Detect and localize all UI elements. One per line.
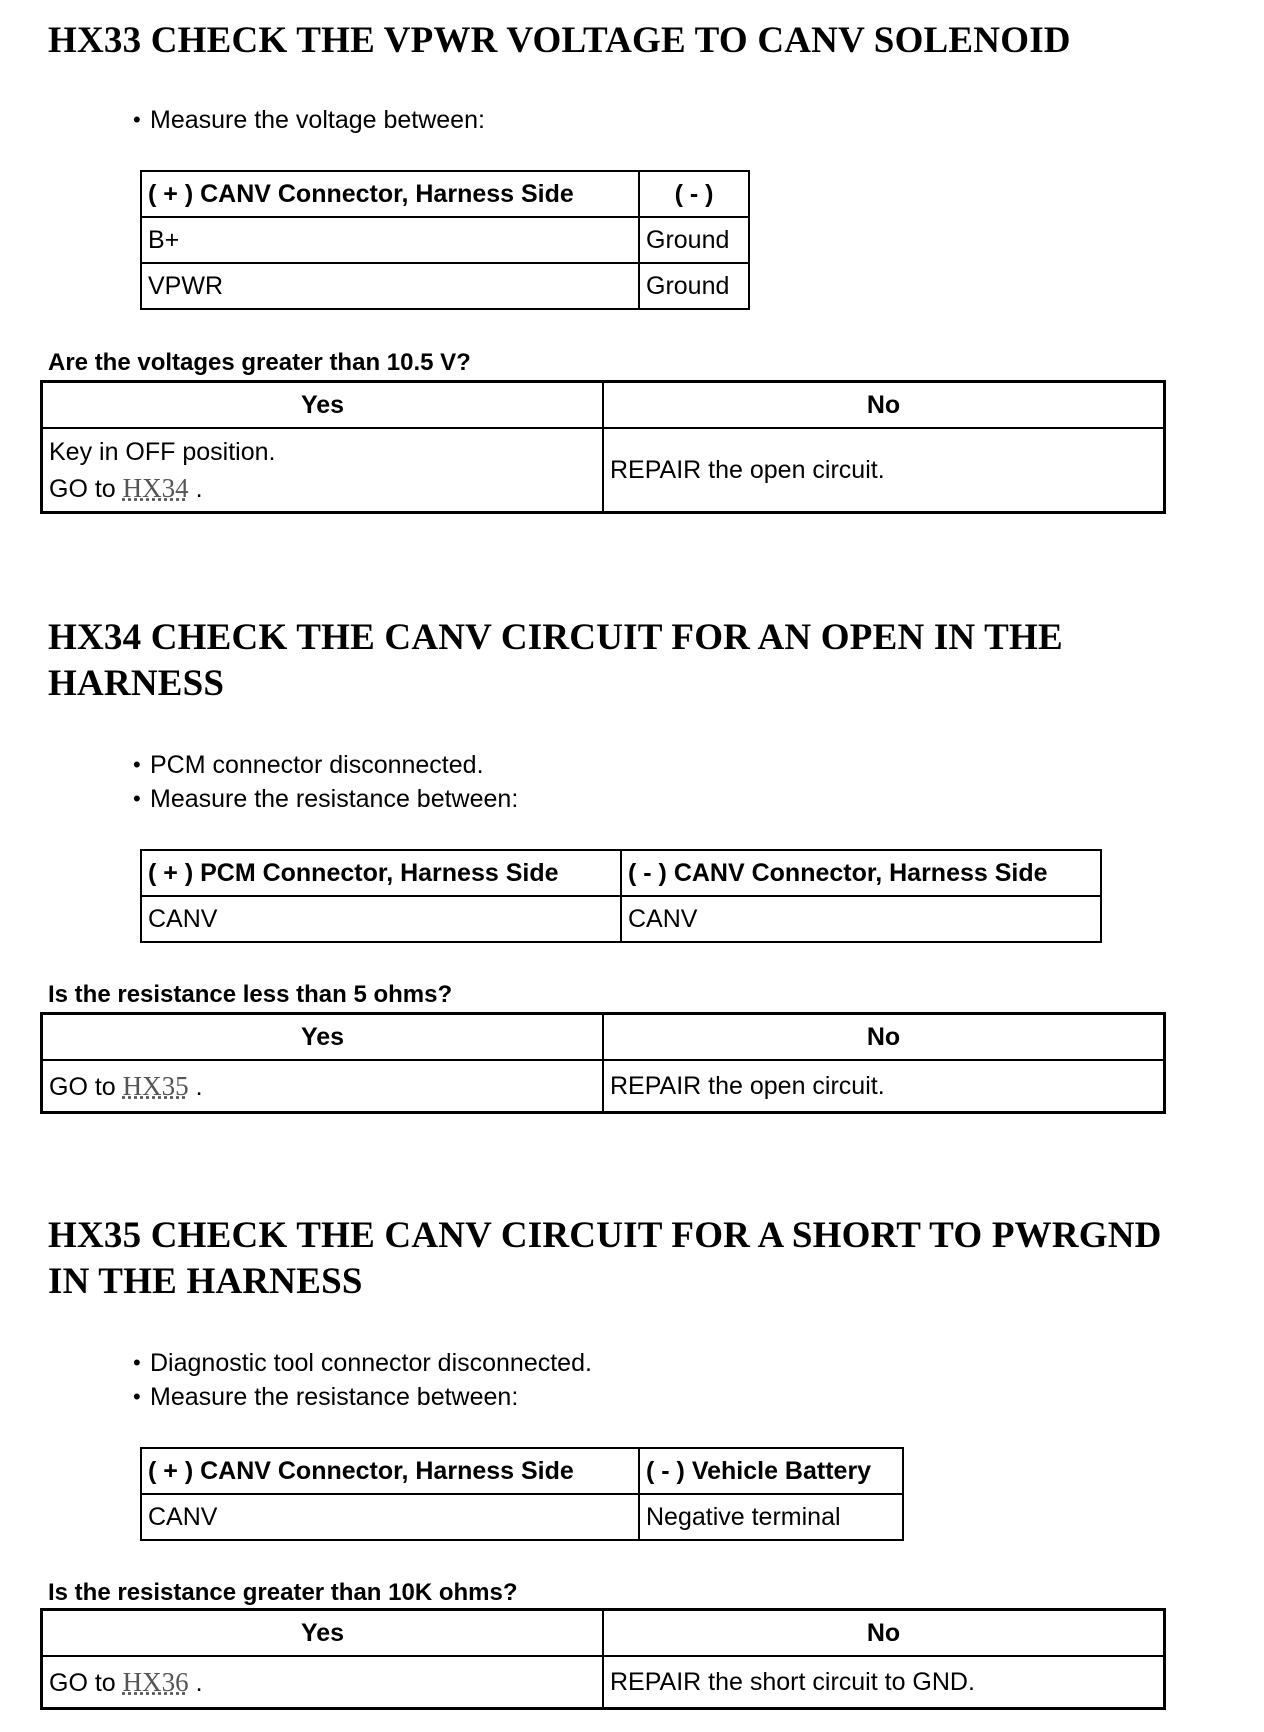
negative-probe-cell: Negative terminal	[639, 1494, 903, 1540]
no-action-cell: REPAIR the open circuit.	[603, 1060, 1165, 1113]
instruction-item: • Diagnostic tool connector disconnected.	[133, 1346, 592, 1380]
table-row	[141, 896, 1101, 942]
positive-probe-cell: CANV	[141, 1494, 639, 1540]
period: .	[195, 474, 203, 503]
section-title: HX33 CHECK THE VPWR VOLTAGE TO CANV SOLENOID	[48, 20, 1071, 61]
decision-header-row	[42, 382, 1165, 429]
measurement-table	[140, 849, 1102, 943]
table-header-row	[141, 171, 749, 217]
positive-probe-cell: VPWR	[141, 263, 639, 309]
negative-probe-header: ( - )	[639, 171, 749, 217]
instruction-item: • Measure the resistance between:	[133, 782, 518, 816]
measurement-table	[140, 1447, 904, 1541]
negative-probe-cell: Ground	[639, 217, 749, 263]
yes-action-cell	[42, 1060, 604, 1113]
positive-probe-header: ( + ) PCM Connector, Harness Side	[141, 850, 621, 896]
decision-header-row	[42, 1014, 1165, 1061]
yes-action-cell	[42, 1656, 604, 1709]
no-header: No	[603, 1610, 1165, 1657]
table-row	[141, 1494, 903, 1540]
no-action-cell: REPAIR the short circuit to GND.	[603, 1656, 1165, 1709]
go-to-label: GO to	[49, 1072, 116, 1101]
measurement-table	[140, 170, 750, 310]
positive-probe-header: ( + ) CANV Connector, Harness Side	[141, 1448, 639, 1494]
go-to-label: GO to	[49, 474, 116, 503]
decision-question: Is the resistance greater than 10K ohms?	[48, 1579, 518, 1606]
negative-probe-cell: CANV	[621, 896, 1101, 942]
instruction-list	[133, 1346, 592, 1414]
negative-probe-header: ( - ) CANV Connector, Harness Side	[621, 850, 1101, 896]
decision-table	[40, 380, 1166, 514]
no-action-cell: REPAIR the open circuit.	[603, 428, 1165, 513]
table-header-row	[141, 850, 1101, 896]
decision-question: Is the resistance less than 5 ohms?	[48, 981, 453, 1008]
negative-probe-cell: Ground	[639, 263, 749, 309]
period: .	[195, 1072, 203, 1101]
section-title-line1: HX34 CHECK THE CANV CIRCUIT FOR AN OPEN IN THE	[48, 617, 1063, 658]
step-link-hx34[interactable]: HX34	[122, 472, 189, 503]
decision-header-row	[42, 1610, 1165, 1657]
section-title-line2: IN THE HARNESS	[48, 1261, 363, 1302]
no-header: No	[603, 1014, 1165, 1061]
negative-probe-header: ( - ) Vehicle Battery	[639, 1448, 903, 1494]
section-title	[48, 1213, 1162, 1305]
section-title	[48, 615, 1063, 707]
instruction-list	[133, 748, 518, 816]
positive-probe-header: ( + ) CANV Connector, Harness Side	[141, 171, 639, 217]
instruction-item: • Measure the voltage between:	[133, 103, 485, 137]
decision-row	[42, 428, 1165, 513]
yes-header: Yes	[42, 382, 604, 429]
step-link-hx35[interactable]: HX35	[122, 1070, 189, 1101]
yes-header: Yes	[42, 1014, 604, 1061]
no-header: No	[603, 382, 1165, 429]
table-row	[141, 217, 749, 263]
instruction-list	[133, 103, 485, 137]
table-header-row	[141, 1448, 903, 1494]
decision-row	[42, 1060, 1165, 1113]
step-link-hx36[interactable]: HX36	[122, 1666, 189, 1697]
instruction-item: • Measure the resistance between:	[133, 1380, 592, 1414]
positive-probe-cell: CANV	[141, 896, 621, 942]
yes-action-text: Key in OFF position.	[49, 437, 276, 466]
decision-table	[40, 1012, 1166, 1114]
section-title-line1: HX35 CHECK THE CANV CIRCUIT FOR A SHORT TO PWRGND	[48, 1215, 1162, 1256]
positive-probe-cell: B+	[141, 217, 639, 263]
decision-question: Are the voltages greater than 10.5 V?	[48, 349, 471, 376]
decision-table	[40, 1608, 1166, 1710]
yes-header: Yes	[42, 1610, 604, 1657]
go-to-label: GO to	[49, 1668, 116, 1697]
yes-action-cell	[42, 428, 604, 513]
decision-row	[42, 1656, 1165, 1709]
table-row	[141, 263, 749, 309]
section-title-line2: HARNESS	[48, 663, 225, 704]
instruction-item: • PCM connector disconnected.	[133, 748, 518, 782]
period: .	[195, 1668, 203, 1697]
